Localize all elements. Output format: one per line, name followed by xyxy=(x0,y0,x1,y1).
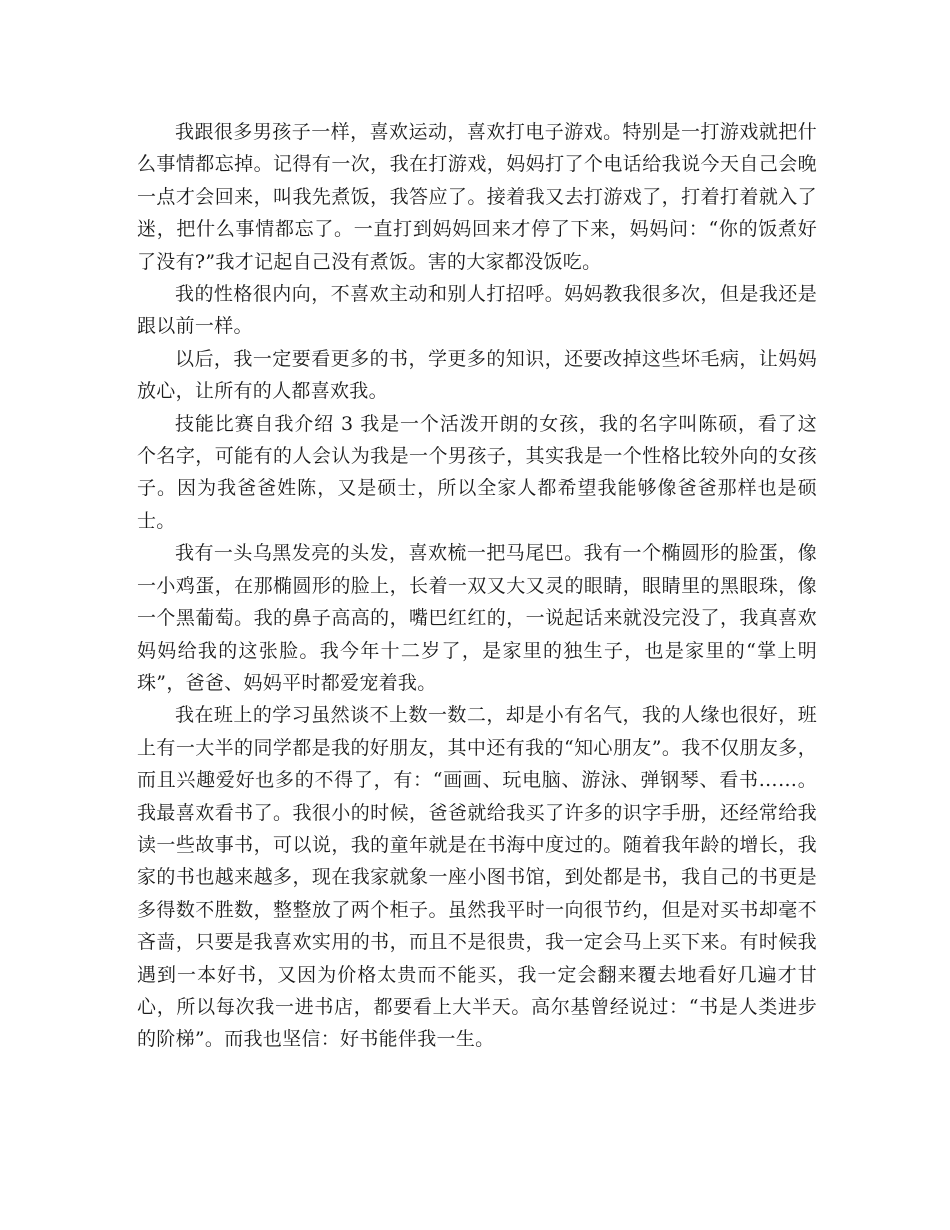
paragraph-appearance: 我有一头乌黑发亮的头发，喜欢梳一把马尾巴。我有一个椭圆形的脸蛋，像一小鸡蛋，在那椭圆形的脸上，长着一双又大又灵的眼睛，眼睛里的黑眼珠，像一个黑葡萄。我的鼻子高高的，嘴巴红红的，一说起话来就没完没了，我真喜欢妈妈给我的这张脸。我今年十二岁了，是家里的独生子，也是家里的“掌上明珠”，爸爸、妈妈平时都爱宠着我。 xyxy=(137,542,817,694)
document-page xyxy=(137,116,817,1056)
paragraph-hobbies-books: 我在班上的学习虽然谈不上数一数二，却是小有名气，我的人缘也很好，班上有一大半的同学都是我的好朋友，其中还有我的“知心朋友”。我不仅朋友多，而且兴趣爱好也多的不得了，有：“画画、玩电脑、游泳、弹钢琴、看书……。我最喜欢看书了。我很小的时候，爸爸就给我买了许多的识字手册，还经常给我读一些故事书，可以说，我的童年就是在书海中度过的。随着我年龄的增长，我家的书也越来越多，现在我家就象一座小图书馆，到处都是书，我自己的书更是多得数不胜数，整整放了两个柜子。虽然我平时一向很节约，但是对买书却毫不吝啬，只要是我喜欢实用的书，而且不是很贵，我一定会马上买下来。有时候我遇到一本好书，又因为价格太贵而不能买，我一定会翻来覆去地看好几遍才甘心，所以每次我一进书店，都要看上大半天。高尔基曾经说过：“书是人类进步的阶梯”。而我也坚信：好书能伴我一生。 xyxy=(137,704,817,1051)
paragraph-self-intro-3: 技能比赛自我介绍 3 我是一个活泼开朗的女孩，我的名字叫陈硕，看了这个名字，可能有的人会认为我是一个男孩子，其实我是一个性格比较外向的女孩子。因为我爸爸姓陈，又是硕士，所以全家人都希望我能够像爸爸那样也是硕士。 xyxy=(137,412,817,532)
paragraph-introverted: 我的性格很内向，不喜欢主动和别人打招呼。妈妈教我很多次，但是我还是跟以前一样。 xyxy=(137,283,817,338)
paragraph-sports-games: 我跟很多男孩子一样，喜欢运动，喜欢打电子游戏。特别是一打游戏就把什么事情都忘掉。记得有一次，我在打游戏，妈妈打了个电话给我说今天自己会晚一点才会回来，叫我先煮饭，我答应了。接着我又去打游戏了，打着打着就入了迷，把什么事情都忘了。一直打到妈妈回来才停了下来，妈妈问：“你的饭煮好了没有?”我才记起自己没有煮饭。害的大家都没饭吃。 xyxy=(137,121,817,273)
paragraph-resolution: 以后，我一定要看更多的书，学更多的知识，还要改掉这些坏毛病，让妈妈放心，让所有的人都喜欢我。 xyxy=(137,347,817,403)
